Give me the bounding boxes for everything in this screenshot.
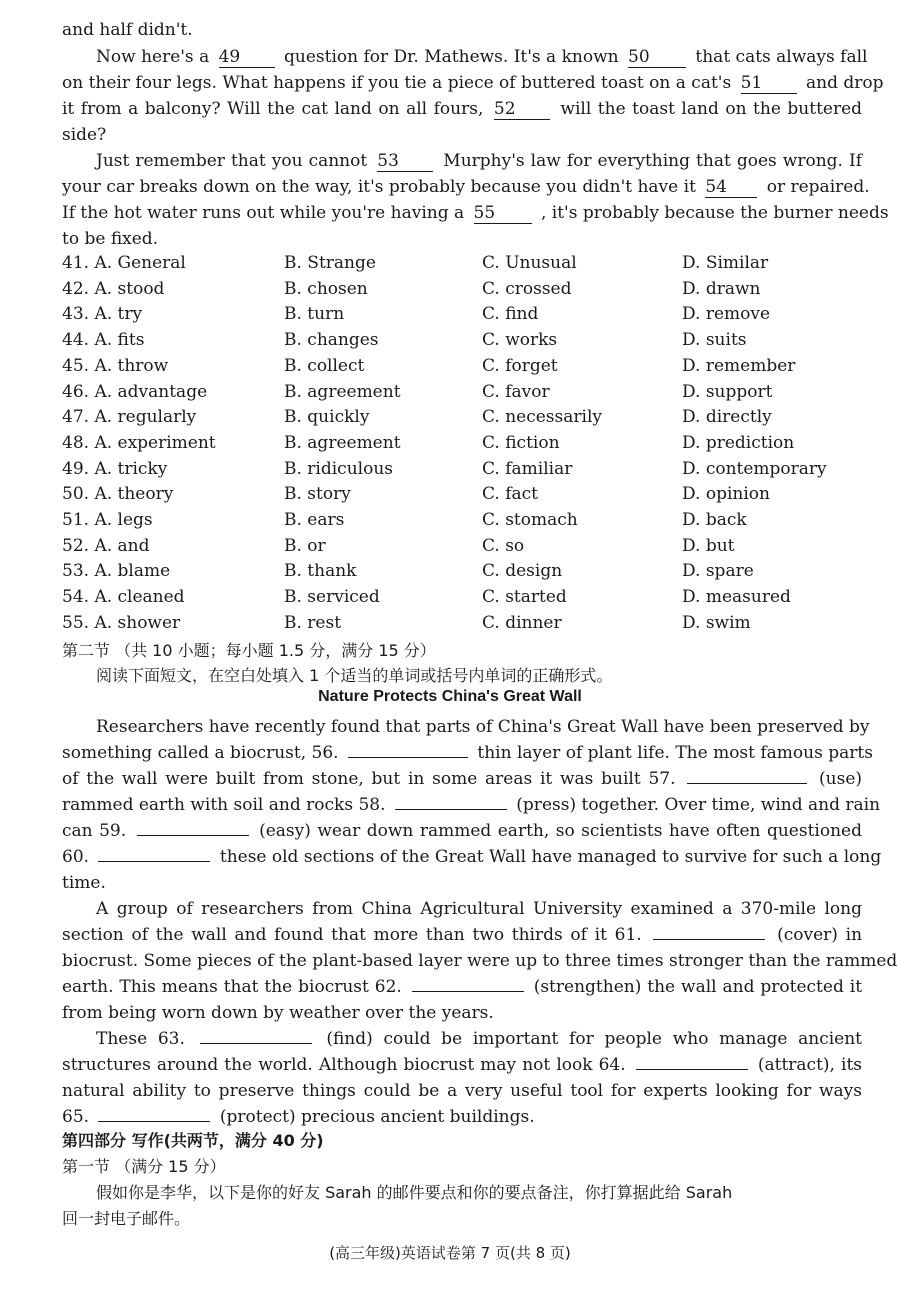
option-d: D. suits <box>682 330 747 351</box>
passage-title: Nature Protects China's Great Wall <box>318 688 582 705</box>
option-c: C. Unusual <box>482 253 577 273</box>
blank-61 <box>653 939 765 940</box>
blank-54: 54 <box>705 177 757 198</box>
passage-line: natural ability to preserve things could be a very useful tool for experts looking for ways <box>62 1081 862 1101</box>
option-a: 51. A. legs <box>62 510 153 530</box>
passage-line: your car breaks down on the way, it's probably because you didn't have it 54 or repaired. <box>62 177 870 197</box>
option-b: B. ridiculous <box>284 458 393 479</box>
option-c: C. familiar <box>482 458 573 479</box>
option-b: B. serviced <box>284 587 380 608</box>
option-b: B. thank <box>284 561 357 582</box>
option-d: D. back <box>682 510 747 530</box>
option-c: C. so <box>482 535 525 556</box>
option-a: 42. A. stood <box>62 278 165 299</box>
passage-line: earth. This means that the biocrust 62. (strengthen) the wall and protected it <box>62 977 863 997</box>
option-a: 45. A. throw <box>62 355 169 376</box>
option-c: C. forget <box>482 355 558 376</box>
passage-line: biocrust. Some pieces of the plant-based layer were up to three times stronger than the rammed <box>62 951 898 971</box>
option-c: C. works <box>482 330 558 351</box>
option-b: B. agreement <box>284 432 401 453</box>
blank-62 <box>412 991 524 992</box>
blank-60 <box>98 861 210 862</box>
option-a: 48. A. experiment <box>62 432 216 453</box>
blank-64 <box>636 1069 748 1070</box>
option-c: C. fact <box>482 484 538 505</box>
passage-line: A group of researchers from China Agricultural University examined a 370-mile long <box>96 899 862 919</box>
option-d: D. opinion <box>682 484 770 505</box>
option-a: 53. A. blame <box>62 561 171 582</box>
blank-59 <box>137 835 249 836</box>
passage-line: These 63. (find) could be important for people who manage ancient <box>96 1029 863 1049</box>
option-c: C. started <box>482 587 567 608</box>
option-d: D. but <box>682 535 735 556</box>
passage-line: and half didn't. <box>62 20 193 40</box>
sub-heading: 第一节 （满分 15 分） <box>62 1157 226 1176</box>
option-a: 52. A. and <box>62 535 150 556</box>
passage-line: section of the wall and found that more than two thirds of it 61. (cover) in <box>62 925 863 945</box>
option-c: C. find <box>482 304 539 325</box>
section-heading: 第二节 （共 10 小题；每小题 1.5 分，满分 15 分） <box>62 641 436 660</box>
blank-55: 55 <box>474 203 532 224</box>
option-d: D. swim <box>682 612 751 633</box>
option-b: B. story <box>284 484 351 505</box>
writing-prompt: 回一封电子邮件。 <box>62 1209 191 1228</box>
passage-line: Researchers have recently found that parts of China's Great Wall have been preserved by <box>96 717 870 737</box>
option-d: D. remove <box>682 304 771 325</box>
option-c: C. design <box>482 561 563 582</box>
option-a: 55. A. shower <box>62 612 181 633</box>
option-c: C. fiction <box>482 432 560 453</box>
option-b: B. chosen <box>284 278 368 299</box>
option-d: D. measured <box>682 587 791 608</box>
option-b: B. Strange <box>284 253 376 273</box>
option-d: D. Similar <box>682 253 769 273</box>
option-a: 43. A. try <box>62 304 143 325</box>
page-footer: (高三年级)英语试卷第 7 页(共 8 页) <box>329 1244 571 1262</box>
option-a: 47. A. regularly <box>62 407 197 428</box>
blank-52: 52 <box>494 99 550 120</box>
blank-50: 50 <box>628 47 686 68</box>
option-d: D. directly <box>682 407 772 428</box>
writing-prompt: 假如你是李华，以下是你的好友 Sarah 的邮件要点和你的要点备注，你打算据此给 Sarah <box>96 1183 733 1202</box>
option-d: D. remember <box>682 355 796 376</box>
option-a: 44. A. fits <box>62 330 145 351</box>
section-instruction: 阅读下面短文，在空白处填入 1 个适当的单词或括号内单词的正确形式。 <box>96 666 613 685</box>
option-d: D. spare <box>682 561 754 582</box>
passage-line: structures around the world. Although biocrust may not look 64. (attract), its <box>62 1055 863 1075</box>
passage-line: side? <box>62 125 107 145</box>
blank-58 <box>395 809 507 810</box>
option-a: 50. A. theory <box>62 484 174 505</box>
passage-line: Just remember that you cannot 53 Murphy's law for everything that goes wrong. If <box>96 151 862 171</box>
option-c: C. necessarily <box>482 407 602 428</box>
passage-line: time. <box>62 873 106 893</box>
option-d: D. prediction <box>682 432 795 453</box>
option-b: B. agreement <box>284 381 401 402</box>
blank-57 <box>687 783 807 784</box>
option-a: 41. A. General <box>62 253 186 273</box>
option-c: C. crossed <box>482 278 572 299</box>
passage-line: to be fixed. <box>62 229 159 249</box>
option-a: 46. A. advantage <box>62 381 208 402</box>
passage-line: 65. (protect) precious ancient buildings. <box>62 1107 535 1127</box>
option-a: 49. A. tricky <box>62 458 168 479</box>
option-d: D. drawn <box>682 278 761 299</box>
option-c: C. dinner <box>482 612 562 633</box>
blank-51: 51 <box>741 73 797 94</box>
blank-53: 53 <box>377 151 433 172</box>
passage-line: Now here's a 49 question for Dr. Mathews. It's a known 50 that cats always fall <box>96 47 868 67</box>
option-b: B. rest <box>284 612 342 633</box>
blank-63 <box>200 1043 312 1044</box>
option-a: 54. A. cleaned <box>62 587 185 608</box>
option-b: B. changes <box>284 330 379 351</box>
option-b: B. ears <box>284 510 345 530</box>
option-b: B. or <box>284 535 326 556</box>
option-c: C. favor <box>482 381 550 402</box>
passage-line: 60. these old sections of the Great Wall have managed to survive for such a long <box>62 847 882 867</box>
option-d: D. contemporary <box>682 458 827 479</box>
passage-line: from being worn down by weather over the years. <box>62 1003 494 1023</box>
option-b: B. quickly <box>284 407 370 428</box>
passage-line: something called a biocrust, 56. thin layer of plant life. The most famous parts <box>62 743 873 763</box>
passage-line: can 59. (easy) wear down rammed earth, so scientists have often questioned <box>62 821 862 841</box>
passage-line: it from a balcony? Will the cat land on all fours, 52 will the toast land on the buttered <box>62 99 863 119</box>
passage-line: If the hot water runs out while you're having a 55 , it's probably because the burner needs <box>62 203 889 223</box>
option-d: D. support <box>682 381 773 402</box>
option-b: B. turn <box>284 304 345 325</box>
blank-65 <box>98 1121 210 1122</box>
passage-line: of the wall were built from stone, but in some areas it was built 57. (use) <box>62 769 863 789</box>
part-heading: 第四部分 写作(共两节，满分 40 分) <box>62 1131 324 1150</box>
passage-line: on their four legs. What happens if you tie a piece of buttered toast on a cat's 51 and drop <box>62 73 884 93</box>
option-c: C. stomach <box>482 510 578 530</box>
option-b: B. collect <box>284 355 365 376</box>
passage-line: rammed earth with soil and rocks 58. (press) together. Over time, wind and rain <box>62 795 881 815</box>
blank-49: 49 <box>219 47 275 68</box>
blank-56 <box>348 757 468 758</box>
